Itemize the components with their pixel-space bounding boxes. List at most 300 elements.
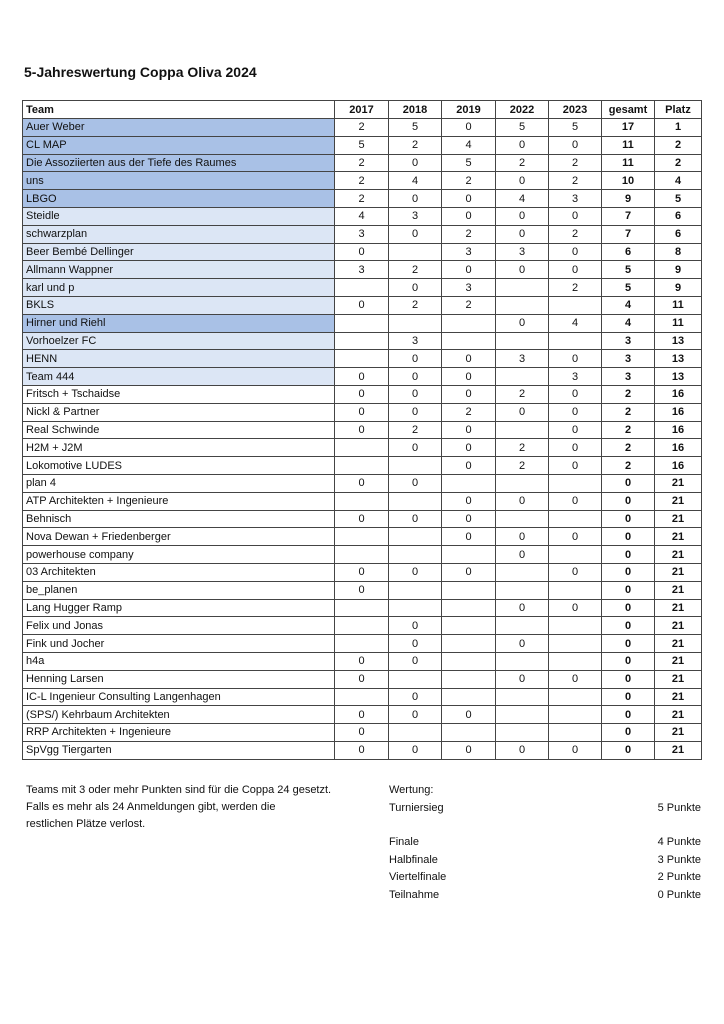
- total-cell: 0: [602, 474, 655, 492]
- scoring-points: 4 Punkte: [657, 836, 701, 848]
- header-total: gesamt: [602, 101, 655, 119]
- score-2018-cell: 0: [389, 385, 442, 403]
- score-2019-cell: 2: [442, 225, 496, 243]
- table-row: [23, 599, 702, 617]
- total-cell: 0: [602, 617, 655, 635]
- table-row: [23, 350, 702, 368]
- score-2018-cell: [389, 314, 442, 332]
- table-row: [23, 492, 702, 510]
- table-row: [23, 368, 702, 386]
- score-2019-cell: 0: [442, 207, 496, 225]
- score-2017-cell: 3: [335, 261, 389, 279]
- score-2017-cell: 2: [335, 190, 389, 208]
- team-cell: Fritsch + Tschaidse: [23, 385, 335, 403]
- score-2018-cell: 3: [389, 207, 442, 225]
- score-2022-cell: [496, 617, 549, 635]
- scoring-label: Halbfinale: [389, 853, 438, 866]
- team-cell: SpVgg Tiergarten: [23, 741, 335, 759]
- scoring-row: [389, 834, 701, 852]
- table-row: [23, 563, 702, 581]
- rank-cell: 21: [655, 724, 702, 742]
- score-2018-cell: 0: [389, 563, 442, 581]
- score-2023-cell: 5: [549, 119, 602, 137]
- header-2018: 2018: [389, 101, 442, 119]
- team-cell: Beer Bembé Dellinger: [23, 243, 335, 261]
- score-2022-cell: [496, 421, 549, 439]
- score-2017-cell: 3: [335, 225, 389, 243]
- score-2018-cell: [389, 599, 442, 617]
- team-cell: H2M + J2M: [23, 439, 335, 457]
- score-2022-cell: 0: [496, 261, 549, 279]
- header-2023: 2023: [549, 101, 602, 119]
- score-2022-cell: [496, 652, 549, 670]
- total-cell: 0: [602, 706, 655, 724]
- rank-cell: 6: [655, 207, 702, 225]
- scoring-points: 0 Punkte: [657, 888, 701, 901]
- rank-cell: 16: [655, 385, 702, 403]
- score-2017-cell: 0: [335, 563, 389, 581]
- table-header-row: [23, 101, 702, 119]
- score-2018-cell: [389, 546, 442, 564]
- total-cell: 2: [602, 439, 655, 457]
- score-2018-cell: [389, 243, 442, 261]
- scoring-heading: Wertung:: [389, 784, 434, 796]
- score-2022-cell: 2: [496, 385, 549, 403]
- score-2017-cell: 2: [335, 119, 389, 137]
- rank-cell: 9: [655, 279, 702, 297]
- score-2017-cell: [335, 635, 389, 653]
- score-2017-cell: [335, 492, 389, 510]
- rank-cell: 13: [655, 368, 702, 386]
- total-cell: 0: [602, 688, 655, 706]
- score-2019-cell: [442, 652, 496, 670]
- rank-cell: 13: [655, 350, 702, 368]
- score-2017-cell: 4: [335, 207, 389, 225]
- score-2019-cell: 0: [442, 385, 496, 403]
- score-2017-cell: [335, 688, 389, 706]
- score-2018-cell: 5: [389, 119, 442, 137]
- total-cell: 0: [602, 510, 655, 528]
- score-2019-cell: 4: [442, 136, 496, 154]
- table-row: [23, 688, 702, 706]
- scoring-label: Teilnahme: [389, 888, 440, 901]
- scoring-row: [389, 800, 701, 818]
- rank-cell: 4: [655, 172, 702, 190]
- score-2022-cell: 0: [496, 670, 549, 688]
- score-2023-cell: [549, 474, 602, 492]
- team-cell: Steidle: [23, 207, 335, 225]
- table-row: [23, 279, 702, 297]
- score-2022-cell: [496, 510, 549, 528]
- score-2019-cell: 0: [442, 190, 496, 208]
- score-2019-cell: 0: [442, 368, 496, 386]
- score-2019-cell: 2: [442, 172, 496, 190]
- rank-cell: 21: [655, 706, 702, 724]
- total-cell: 0: [602, 635, 655, 653]
- score-2019-cell: [442, 670, 496, 688]
- score-2019-cell: 0: [442, 350, 496, 368]
- score-2018-cell: 0: [389, 617, 442, 635]
- table-row: [23, 154, 702, 172]
- rank-cell: 1: [655, 119, 702, 137]
- team-cell: Felix und Jonas: [23, 617, 335, 635]
- scoring-label: Finale: [389, 836, 419, 848]
- team-cell: Allmann Wappner: [23, 261, 335, 279]
- team-cell: Hirner und Riehl: [23, 314, 335, 332]
- scoring-legend: [389, 782, 701, 904]
- team-cell: h4a: [23, 652, 335, 670]
- score-2022-cell: [496, 474, 549, 492]
- table-body: [23, 119, 702, 760]
- team-cell: Die Assoziierten aus der Tiefe des Raumes: [23, 154, 335, 172]
- total-cell: 5: [602, 279, 655, 297]
- table-row: [23, 510, 702, 528]
- total-cell: 0: [602, 563, 655, 581]
- team-cell: Auer Weber: [23, 119, 335, 137]
- standings-table: [22, 100, 702, 760]
- score-2022-cell: 0: [496, 599, 549, 617]
- score-2017-cell: 0: [335, 368, 389, 386]
- score-2019-cell: 0: [442, 528, 496, 546]
- rank-cell: 21: [655, 617, 702, 635]
- score-2018-cell: [389, 670, 442, 688]
- scoring-points: 5 Punkte: [657, 801, 701, 814]
- score-2023-cell: 0: [549, 207, 602, 225]
- score-2019-cell: [442, 332, 496, 350]
- score-2018-cell: 0: [389, 688, 442, 706]
- score-2023-cell: 0: [549, 563, 602, 581]
- score-2019-cell: 0: [442, 492, 496, 510]
- score-2023-cell: [549, 706, 602, 724]
- score-2023-cell: 0: [549, 350, 602, 368]
- score-2019-cell: [442, 599, 496, 617]
- score-2022-cell: 2: [496, 154, 549, 172]
- note-line: Teams mit 3 oder mehr Punkten sind für die Coppa 24 gesetzt.: [26, 784, 332, 796]
- score-2019-cell: 0: [442, 706, 496, 724]
- table-row: [23, 225, 702, 243]
- score-2017-cell: 0: [335, 403, 389, 421]
- rank-cell: 21: [655, 546, 702, 564]
- table-row: [23, 243, 702, 261]
- score-2023-cell: [549, 617, 602, 635]
- scoring-label: Viertelfinale: [389, 871, 447, 883]
- score-2022-cell: 0: [496, 172, 549, 190]
- total-cell: 0: [602, 599, 655, 617]
- score-2022-cell: 5: [496, 119, 549, 137]
- scoring-points: 2 Punkte: [657, 871, 701, 883]
- rank-cell: 2: [655, 154, 702, 172]
- score-2023-cell: [549, 635, 602, 653]
- score-2017-cell: [335, 617, 389, 635]
- team-cell: be_planen: [23, 581, 335, 599]
- rank-cell: 21: [655, 635, 702, 653]
- total-cell: 4: [602, 314, 655, 332]
- team-cell: Team 444: [23, 368, 335, 386]
- score-2017-cell: 0: [335, 581, 389, 599]
- header-2022: 2022: [496, 101, 549, 119]
- total-cell: 7: [602, 207, 655, 225]
- header-2017: 2017: [335, 101, 389, 119]
- team-cell: IC-L Ingenieur Consulting Langenhagen: [23, 688, 335, 706]
- total-cell: 5: [602, 261, 655, 279]
- score-2018-cell: [389, 457, 442, 475]
- team-cell: Lokomotive LUDES: [23, 457, 335, 475]
- score-2017-cell: 0: [335, 706, 389, 724]
- score-2022-cell: 0: [496, 546, 549, 564]
- score-2019-cell: 5: [442, 154, 496, 172]
- table-row: [23, 617, 702, 635]
- score-2019-cell: [442, 314, 496, 332]
- score-2017-cell: [335, 332, 389, 350]
- total-cell: 2: [602, 385, 655, 403]
- score-2023-cell: 0: [549, 670, 602, 688]
- score-2019-cell: 3: [442, 243, 496, 261]
- score-2018-cell: 0: [389, 225, 442, 243]
- total-cell: 0: [602, 741, 655, 759]
- total-cell: 9: [602, 190, 655, 208]
- score-2018-cell: [389, 492, 442, 510]
- score-2019-cell: [442, 474, 496, 492]
- rank-cell: 16: [655, 403, 702, 421]
- score-2017-cell: 0: [335, 474, 389, 492]
- team-cell: Behnisch: [23, 510, 335, 528]
- table-row: [23, 724, 702, 742]
- score-2019-cell: [442, 546, 496, 564]
- table-row: [23, 296, 702, 314]
- total-cell: 7: [602, 225, 655, 243]
- table-row: [23, 546, 702, 564]
- score-2022-cell: [496, 581, 549, 599]
- table-row: [23, 635, 702, 653]
- score-2017-cell: 0: [335, 421, 389, 439]
- team-cell: powerhouse company: [23, 546, 335, 564]
- score-2018-cell: 2: [389, 296, 442, 314]
- score-2022-cell: [496, 332, 549, 350]
- team-cell: Real Schwinde: [23, 421, 335, 439]
- total-cell: 0: [602, 581, 655, 599]
- team-cell: karl und p: [23, 279, 335, 297]
- score-2023-cell: 0: [549, 492, 602, 510]
- score-2022-cell: 0: [496, 225, 549, 243]
- table-row: [23, 261, 702, 279]
- score-2023-cell: 3: [549, 190, 602, 208]
- score-2023-cell: 0: [549, 261, 602, 279]
- total-cell: 0: [602, 492, 655, 510]
- score-2017-cell: 0: [335, 510, 389, 528]
- table-row: [23, 706, 702, 724]
- score-2022-cell: 0: [496, 207, 549, 225]
- score-2022-cell: 0: [496, 741, 549, 759]
- rank-cell: 21: [655, 563, 702, 581]
- rank-cell: 21: [655, 581, 702, 599]
- rank-cell: 21: [655, 599, 702, 617]
- total-cell: 11: [602, 136, 655, 154]
- rank-cell: 21: [655, 474, 702, 492]
- header-team: Team: [23, 101, 335, 119]
- team-cell: Henning Larsen: [23, 670, 335, 688]
- score-2019-cell: 0: [442, 457, 496, 475]
- score-2018-cell: [389, 724, 442, 742]
- score-2019-cell: [442, 724, 496, 742]
- rank-cell: 11: [655, 314, 702, 332]
- scoring-row: [389, 869, 701, 887]
- score-2018-cell: [389, 581, 442, 599]
- score-2023-cell: [549, 652, 602, 670]
- header-2019: 2019: [442, 101, 496, 119]
- table-row: [23, 439, 702, 457]
- rank-cell: 21: [655, 741, 702, 759]
- team-cell: Fink und Jocher: [23, 635, 335, 653]
- score-2023-cell: [549, 724, 602, 742]
- score-2023-cell: 0: [549, 243, 602, 261]
- score-2022-cell: 0: [496, 492, 549, 510]
- rank-cell: 13: [655, 332, 702, 350]
- score-2018-cell: 0: [389, 368, 442, 386]
- score-2023-cell: [549, 581, 602, 599]
- score-2017-cell: [335, 350, 389, 368]
- score-2018-cell: 0: [389, 635, 442, 653]
- score-2017-cell: 0: [335, 724, 389, 742]
- team-cell: Vorhoelzer FC: [23, 332, 335, 350]
- score-2017-cell: 0: [335, 296, 389, 314]
- score-2019-cell: 2: [442, 296, 496, 314]
- score-2019-cell: 0: [442, 741, 496, 759]
- table-row: [23, 741, 702, 759]
- scoring-points: 3 Punkte: [657, 853, 701, 866]
- table-row: [23, 136, 702, 154]
- note-line: restlichen Plätze verlost.: [26, 818, 146, 830]
- score-2022-cell: 0: [496, 635, 549, 653]
- score-2023-cell: 0: [549, 528, 602, 546]
- rank-cell: 16: [655, 421, 702, 439]
- score-2019-cell: [442, 635, 496, 653]
- total-cell: 11: [602, 154, 655, 172]
- score-2019-cell: 0: [442, 510, 496, 528]
- table-row: [23, 385, 702, 403]
- score-2017-cell: [335, 314, 389, 332]
- rank-cell: 21: [655, 688, 702, 706]
- rank-cell: 21: [655, 510, 702, 528]
- score-2022-cell: [496, 368, 549, 386]
- header-rank: Platz: [655, 101, 702, 119]
- score-2018-cell: 0: [389, 279, 442, 297]
- score-2023-cell: 0: [549, 599, 602, 617]
- score-2023-cell: 0: [549, 457, 602, 475]
- score-2023-cell: [549, 510, 602, 528]
- score-2023-cell: 4: [549, 314, 602, 332]
- qualification-note: [26, 782, 376, 833]
- total-cell: 3: [602, 350, 655, 368]
- score-2023-cell: 0: [549, 439, 602, 457]
- score-2018-cell: 0: [389, 741, 442, 759]
- table-row: [23, 421, 702, 439]
- score-2019-cell: 2: [442, 403, 496, 421]
- score-2022-cell: [496, 279, 549, 297]
- score-2023-cell: [549, 546, 602, 564]
- table-row: [23, 119, 702, 137]
- score-2018-cell: 3: [389, 332, 442, 350]
- score-2022-cell: [496, 563, 549, 581]
- score-2017-cell: [335, 279, 389, 297]
- team-cell: BKLS: [23, 296, 335, 314]
- rank-cell: 21: [655, 492, 702, 510]
- score-2019-cell: 0: [442, 421, 496, 439]
- team-cell: 03 Architekten: [23, 563, 335, 581]
- table-row: [23, 474, 702, 492]
- score-2018-cell: 0: [389, 706, 442, 724]
- total-cell: 3: [602, 332, 655, 350]
- table-row: [23, 314, 702, 332]
- team-cell: HENN: [23, 350, 335, 368]
- total-cell: 0: [602, 670, 655, 688]
- total-cell: 0: [602, 546, 655, 564]
- table-row: [23, 652, 702, 670]
- table-row: [23, 190, 702, 208]
- score-2018-cell: 2: [389, 261, 442, 279]
- team-cell: schwarzplan: [23, 225, 335, 243]
- score-2018-cell: 0: [389, 652, 442, 670]
- score-2022-cell: [496, 724, 549, 742]
- score-2017-cell: 2: [335, 172, 389, 190]
- total-cell: 0: [602, 528, 655, 546]
- total-cell: 0: [602, 652, 655, 670]
- rank-cell: 6: [655, 225, 702, 243]
- score-2018-cell: 0: [389, 403, 442, 421]
- total-cell: 2: [602, 421, 655, 439]
- team-cell: RRP Architekten + Ingenieure: [23, 724, 335, 742]
- team-cell: Nova Dewan + Friedenberger: [23, 528, 335, 546]
- score-2023-cell: [549, 688, 602, 706]
- team-cell: Lang Hugger Ramp: [23, 599, 335, 617]
- total-cell: 3: [602, 368, 655, 386]
- score-2022-cell: [496, 688, 549, 706]
- table-row: [23, 457, 702, 475]
- score-2018-cell: 0: [389, 190, 442, 208]
- table-row: [23, 172, 702, 190]
- page-title: 5-Jahreswertung Coppa Oliva 2024: [24, 64, 257, 80]
- score-2022-cell: 2: [496, 457, 549, 475]
- score-2019-cell: [442, 688, 496, 706]
- score-2022-cell: [496, 706, 549, 724]
- score-2017-cell: [335, 546, 389, 564]
- score-2023-cell: 2: [549, 154, 602, 172]
- team-cell: ATP Architekten + Ingenieure: [23, 492, 335, 510]
- table-row: [23, 581, 702, 599]
- team-cell: uns: [23, 172, 335, 190]
- rank-cell: 21: [655, 528, 702, 546]
- team-cell: (SPS/) Kehrbaum Architekten: [23, 706, 335, 724]
- score-2019-cell: 0: [442, 261, 496, 279]
- table-row: [23, 207, 702, 225]
- table-row: [23, 403, 702, 421]
- score-2022-cell: [496, 296, 549, 314]
- rank-cell: 2: [655, 136, 702, 154]
- rank-cell: 11: [655, 296, 702, 314]
- total-cell: 10: [602, 172, 655, 190]
- score-2023-cell: 0: [549, 421, 602, 439]
- score-2017-cell: 0: [335, 385, 389, 403]
- score-2022-cell: 0: [496, 528, 549, 546]
- scoring-row: [389, 887, 701, 905]
- score-2022-cell: 0: [496, 136, 549, 154]
- rank-cell: 16: [655, 457, 702, 475]
- total-cell: 17: [602, 119, 655, 137]
- score-2017-cell: 0: [335, 741, 389, 759]
- team-cell: CL MAP: [23, 136, 335, 154]
- score-2023-cell: 0: [549, 136, 602, 154]
- score-2023-cell: 0: [549, 741, 602, 759]
- score-2023-cell: 0: [549, 403, 602, 421]
